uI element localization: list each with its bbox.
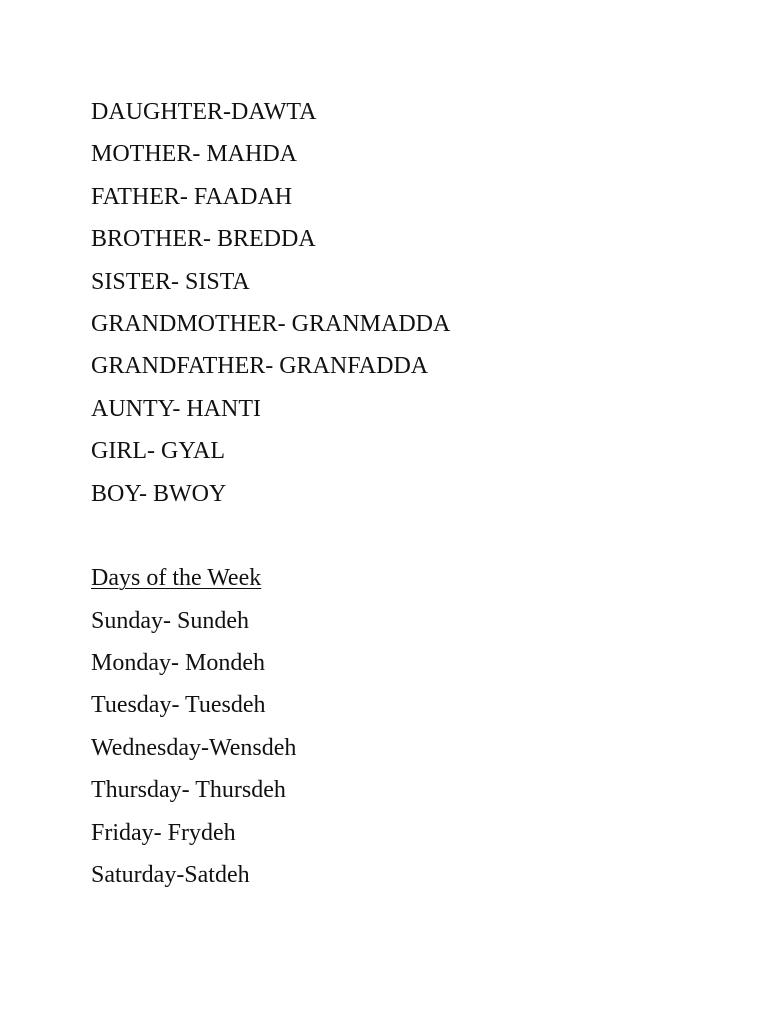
day-term: Sunday- Sundeh [91, 607, 249, 634]
family-term: SISTER- SISTA [91, 268, 250, 295]
family-term: GRANDFATHER- GRANFADDA [91, 353, 429, 380]
family-term: DAUGHTER-DAWTA [91, 99, 317, 125]
family-term: BOY- BWOY [91, 480, 227, 507]
family-term: MOTHER- MAHDA [91, 141, 297, 168]
day-term: Monday- Mondeh [91, 650, 265, 677]
blank-line [91, 515, 731, 557]
family-term: GIRL- GYAL [91, 438, 225, 465]
day-term: Saturday-Satdeh [91, 862, 250, 889]
family-term: BROTHER- BREDDA [91, 226, 316, 253]
vocabulary-list [91, 91, 731, 896]
day-term: Wednesday-Wensdeh [91, 734, 297, 761]
family-term: AUNTY- HANTI [91, 395, 261, 422]
day-term: Tuesday- Tuesdeh [91, 692, 266, 719]
day-term: Friday- Frydeh [91, 819, 236, 846]
family-term: GRANDMOTHER- GRANMADDA [91, 310, 451, 337]
days-heading: Days of the Week [91, 565, 262, 592]
family-term: FATHER- FAADAH [91, 183, 293, 210]
day-term: Thursday- Thursdeh [91, 777, 286, 804]
